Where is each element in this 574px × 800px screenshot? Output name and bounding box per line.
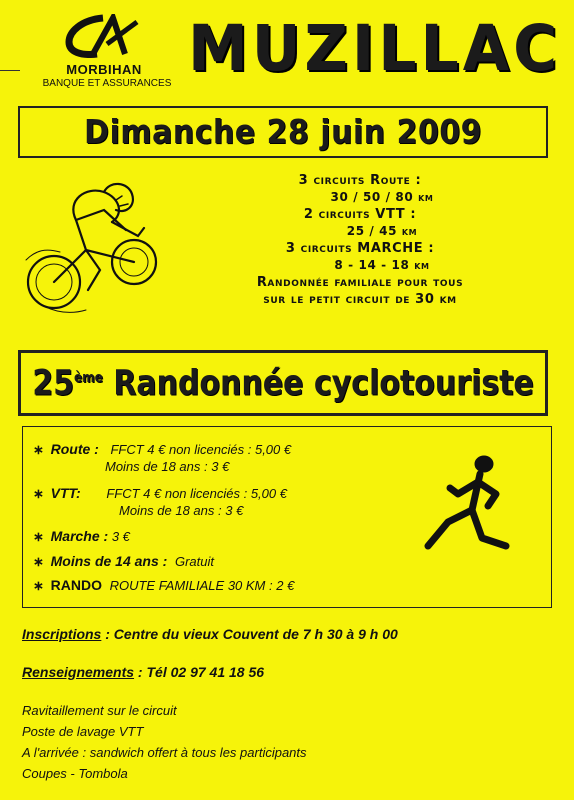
price-walk-label: Marche : [50, 528, 109, 544]
inscriptions-label: Inscriptions [22, 626, 102, 642]
divider [0, 70, 20, 71]
price-vtt-label: VTT: [50, 485, 81, 501]
price-walk [33, 528, 130, 545]
logo-mark-icon [63, 14, 143, 58]
renseignements-value: : Tél 02 97 41 18 56 [134, 664, 265, 680]
asterisk-icon: ∗ [33, 442, 44, 457]
event-banner [18, 350, 548, 416]
walk-circuits-heading: 3 circuits MARCHE : [285, 241, 435, 256]
note-item: Ravitaillement sur le circuit [22, 703, 177, 718]
note-item: Poste de lavage VTT [22, 724, 144, 739]
road-circuits-heading: 3 circuits Route : [298, 173, 422, 188]
asterisk-icon: ∗ [33, 578, 44, 593]
price-under-14-label: Moins de 14 ans : [50, 553, 168, 569]
logo-tagline: BANQUE ET ASSURANCES [42, 78, 172, 89]
price-route-line-2: Moins de 18 ans : 3 € [105, 459, 230, 474]
price-rando-value: ROUTE FAMILIALE 30 KM : 2 € [109, 578, 295, 593]
vtt-circuits-distances: 25 / 45 km [346, 224, 418, 238]
family-ride-line-2: sur le petit circuit de 30 km [263, 292, 457, 307]
logo-brand: MORBIHAN [66, 62, 142, 77]
asterisk-icon: ∗ [33, 554, 44, 569]
page-title: MUZILLAC [188, 12, 562, 86]
price-rando [33, 577, 294, 594]
banner-ordinal: ème [73, 368, 103, 385]
event-date: Dimanche 28 juin 2009 [84, 112, 482, 152]
price-vtt-line-2: Moins de 18 ans : 3 € [119, 503, 244, 518]
banner-number: 25 [32, 362, 74, 404]
note-item: Coupes - Tombola [22, 766, 128, 781]
vtt-circuits-heading: 2 circuits VTT : [303, 207, 417, 222]
price-under-14 [33, 553, 214, 570]
notes-list [22, 700, 307, 784]
note-item: A l'arrivée : sandwich offert à tous les participants [22, 745, 307, 760]
family-ride-line-1: Randonnée familiale pour tous [256, 275, 464, 290]
price-route-label: Route : [50, 441, 99, 457]
banner-title [32, 363, 534, 403]
asterisk-icon: ∗ [33, 529, 44, 544]
price-vtt [33, 485, 287, 502]
walk-circuits-distances: 8 - 14 - 18 km [334, 258, 430, 272]
price-route [33, 441, 291, 458]
price-route-line-1: FFCT 4 € non licenciés : 5,00 € [110, 442, 292, 457]
price-rando-label: RANDO [50, 577, 102, 593]
runner-illustration [418, 454, 518, 564]
asterisk-icon: ∗ [33, 486, 44, 501]
credit-agricole-logo [42, 14, 172, 104]
price-vtt-line-1: FFCT 4 € non licenciés : 5,00 € [106, 486, 287, 501]
banner-label: Randonnée cyclotouriste [113, 362, 534, 404]
inscriptions-value: : Centre du vieux Couvent de 7 h 30 à 9 h 00 [101, 626, 398, 642]
cyclist-illustration [16, 170, 166, 330]
renseignements-label: Renseignements [22, 664, 135, 680]
road-circuits-distances: 30 / 50 / 80 km [330, 190, 434, 204]
price-under-14-value: Gratuit [174, 554, 214, 569]
price-walk-value: 3 € [111, 529, 130, 544]
circuits-list [175, 172, 545, 308]
date-box [18, 106, 548, 158]
inscriptions [22, 626, 398, 642]
renseignements [22, 664, 264, 680]
